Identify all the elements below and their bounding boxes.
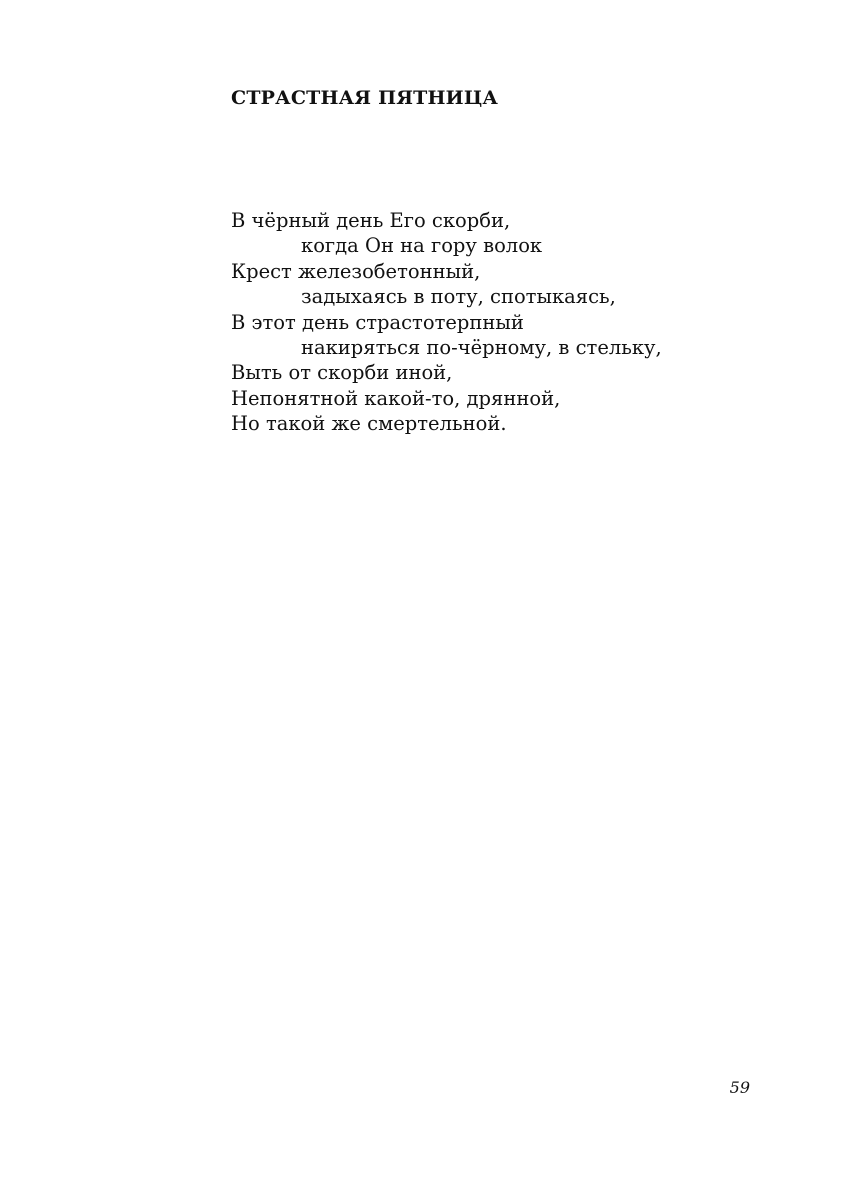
poem-body bbox=[231, 208, 662, 437]
poem-line: Непонятной какой-то, дрянной, bbox=[231, 386, 561, 410]
poem-line: Крест железобетонный, bbox=[231, 259, 481, 283]
poem-line: Но такой же смертельной. bbox=[231, 412, 507, 436]
page-number: 59 bbox=[729, 1078, 750, 1097]
poem-line: задыхаясь в поту, спотыкаясь, bbox=[301, 285, 616, 309]
poem-line: В этот день страстотерпный bbox=[231, 310, 524, 334]
poem-title: СТРАСТНАЯ ПЯТНИЦА bbox=[231, 87, 499, 109]
poem-line: В чёрный день Его скорби, bbox=[231, 209, 511, 232]
poem-line: когда Он на гору волок bbox=[301, 234, 543, 258]
poem-line: накиряться по-чёрному, в стельку, bbox=[301, 336, 662, 360]
poem-line: Выть от скорби иной, bbox=[231, 361, 453, 385]
